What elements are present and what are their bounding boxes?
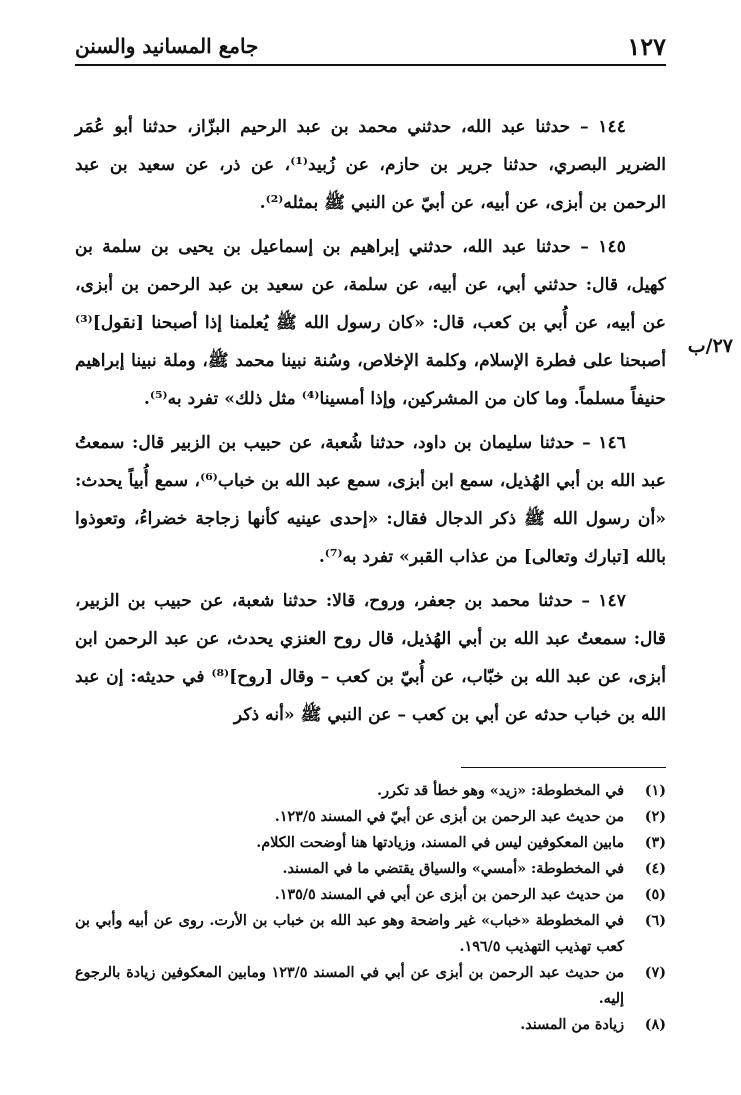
footnote [75,960,666,1012]
footnote [75,882,666,908]
main-text [75,108,666,740]
footnote-number: (٧) [644,965,666,981]
hadith-146: ١٤٦ – حدثنا سليمان بن داود، حدثنا شُعبة، عن حبيب بن الزبير قال: سمعتُ عبد الله بن أبي الهُذيل، سمع ابن أبزى، سمع عبد الله بن خباب⁽⁶⁾، سمع أُبياً يحدث: «أن رسول الله ﷺ ذكر الدجال فقال: «إحدى عينيه كأنها زجاجة خضراءُ، وتعوذوا بالله [تبارك وتعالى] من عذاب القبر» تفرد به⁽⁷⁾. [75,433,666,567]
footnote-text: في المخطوطة: «زيد» وهو خطأ قد تكرر. [377,783,624,799]
footnote [75,830,666,856]
footnote-divider [461,767,666,768]
footnote-text: في المخطوطة: «أمسي» والسياق يقتضي ما في المسند. [282,861,624,877]
margin-reference: ٢٧/ب [687,335,733,357]
hadith-144: ١٤٤ – حدثنا عبد الله، حدثني محمد بن عبد الرحيم البزّاز، حدثنا أبو عُمَر الضرير البصري، حدثنا جرير بن حازم، عن زُبيد⁽¹⁾، عن ذر، عن سعيد بن عبد الرحمن بن أبزى، عن أبيه، عن أبيّ عن النبي ﷺ بمثله⁽²⁾. [75,117,666,213]
footnote [75,908,666,960]
footnote-number: (٢) [644,809,666,825]
footnote-number: (١) [644,783,666,799]
footnote-text: مابين المعكوفين ليس في المسند، وزيادتها هنا أوضحت الكلام. [256,835,624,851]
hadith-147: ١٤٧ – حدثنا محمد بن جعفر، وروح، قالا: حدثنا شعبة، عن حبيب بن الزبير، قال: سمعتُ عبد الله بن أبي الهُذيل، قال روح العنزي يحدث، عن عبد الرحمن ابن أبزى، عن عبد الله بن خبّاب، عن أُبيّ بن كعب – وقال [روح]⁽⁸⁾ في حديثه: إن عبد الله بن خباب حدثه عن أبي بن كعب – عن النبي ﷺ «أنه ذكر [75,591,666,725]
footnote-number: (٥) [644,887,666,903]
footnote [75,1012,666,1038]
footnote-text: في المخطوطة «خباب» غير واضحة وهو عبد الله بن خباب بن الأرت. روى عن أبيه وأبي بن كعب تهذيب التهذيب ١٩٦/٥. [75,913,624,955]
footnote-text: من حديث عبد الرحمن بن أبزى عن أبيّ في المسند ١٢٣/٥. [274,809,624,825]
footnote-number: (٤) [644,861,666,877]
page-header [75,28,666,66]
footnote-number: (٨) [644,1017,666,1033]
footnote [75,778,666,804]
book-title: جامع المسانيد والسنن [75,34,259,58]
footnote-number: (٦) [644,913,666,929]
hadith-145: ١٤٥ – حدثنا عبد الله، حدثني إبراهيم بن إسماعيل بن يحيى بن سلمة بن كهيل، قال: حدثني أبي، عن أبيه، عن سلمة، عن سعيد بن عبد الرحمن بن أبزى، عن أبيه، عن أُبي بن كعب، قال: «كان رسول الله ﷺ يُعلمنا إذا أصبحنا [نقول]⁽³⁾ أصبحنا على فطرة الإسلام، وكلمة الإخلاص، وسُنة نبينا محمد ﷺ، وملة نبينا إبراهيم حنيفاً مسلماً. وما كان من المشركين، وإذا أمسينا⁽⁴⁾ مثل ذلك» تفرد به⁽⁵⁾. [75,237,666,409]
page-number: ١٢٧ [627,32,666,61]
footnote-text: من حديث عبد الرحمن بن أبزى عن أبي في المسند ١٢٣/٥ ومابين المعكوفين زيادة بالرجوع إليه. [75,965,624,1007]
footnote [75,804,666,830]
footnotes [75,778,666,1038]
footnote-number: (٣) [644,835,666,851]
footnote-text: زيادة من المسند. [520,1017,624,1033]
footnote [75,856,666,882]
footnote-text: من حديث عبد الرحمن بن أبزى عن أبي في المسند ١٣٥/٥. [274,887,624,903]
